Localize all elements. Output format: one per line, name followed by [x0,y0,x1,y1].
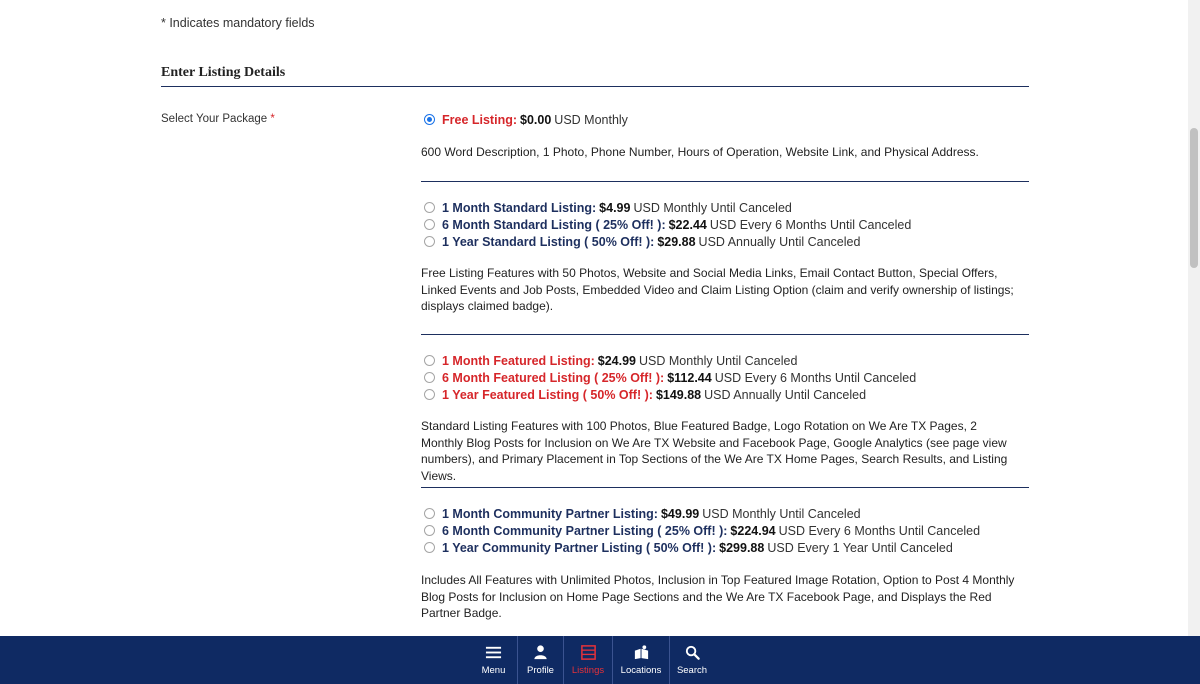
radio-standard-1m[interactable] [424,202,435,213]
option-name: 1 Month Community Partner Listing: [442,506,658,521]
page-scrollbar[interactable] [1188,0,1200,636]
option-price: $149.88 [655,387,702,402]
option-name: 1 Year Featured Listing ( 50% Off! ): [442,387,653,402]
free-package-description: 600 Word Description, 1 Photo, Phone Number, Hours of Operation, Website Link, and Physical Address. [421,145,979,159]
radio-community-1m[interactable] [424,508,435,519]
scrollbar-thumb[interactable] [1190,128,1198,268]
option-term: USD Every 6 Months Until Canceled [778,523,981,538]
community-package-group [421,505,980,556]
group-divider [421,487,1029,488]
option-price: $24.99 [597,353,637,368]
bottom-nav-bar [0,636,1200,684]
radio-community-1y[interactable] [424,542,435,553]
package-option-community-1y[interactable] [421,539,980,556]
package-option-standard-1m[interactable] [421,199,911,216]
radio-community-6m[interactable] [424,525,435,536]
mandatory-note: * Indicates mandatory fields [161,16,315,30]
map-icon [633,644,650,661]
community-package-description: Includes All Features with Unlimited Photos, Inclusion in Top Featured Image Rotation, Option to Post 4 Monthly Blog Posts for Inclusion on Home Page Sections and the We Are TX Facebook Page, and Displays the Red Partner Badge. [421,573,1015,620]
nav-listings[interactable] [563,636,612,684]
nav-label: Search [676,665,708,676]
radio-featured-6m[interactable] [424,372,435,383]
group-divider [421,334,1029,335]
nav-label: Locations [620,665,662,676]
package-option-standard-1y[interactable] [421,233,911,250]
nav-profile[interactable] [517,636,563,684]
option-term: USD Every 6 Months Until Canceled [714,370,917,385]
option-name: 1 Year Community Partner Listing ( 50% Off! ): [442,540,717,555]
option-price: $299.88 [719,540,765,555]
nav-label: Menu [481,665,506,676]
package-field-label [161,113,275,125]
radio-standard-1y[interactable] [424,236,435,247]
option-name: Free Listing: [442,112,518,127]
package-option-featured-1m[interactable] [421,352,916,369]
option-term: USD Every 1 Year Until Canceled [767,540,953,555]
package-option-standard-6m[interactable] [421,216,911,233]
featured-package-group [421,352,916,403]
option-price: $29.88 [657,234,696,249]
nav-menu[interactable] [470,636,517,684]
option-name: 6 Month Standard Listing ( 25% Off! ): [442,217,666,232]
option-name: 1 Month Standard Listing: [442,200,597,215]
list-icon [580,644,597,661]
option-price: $22.44 [668,217,707,232]
option-term: USD Monthly [554,112,628,127]
option-price: $112.44 [667,370,712,385]
user-icon [532,644,549,661]
radio-free[interactable] [424,114,435,125]
section-divider [161,86,1029,87]
option-name: 6 Month Featured Listing ( 25% Off! ): [442,370,665,385]
bottom-nav-items [470,636,714,684]
group-divider [421,181,1029,182]
section-title: Enter Listing Details [161,65,286,80]
free-package-group [421,111,628,128]
featured-package-description: Standard Listing Features with 100 Photos, Blue Featured Badge, Logo Rotation on We Are TX Pages, 2 Monthly Blog Posts for Inclusion on We Are TX Website and Facebook Page, Google Analytics (see page view numbers), and Primary Placement in Top Sections of the We Are TX Home Pages, Search Results, and Listing Views. [421,419,1008,483]
package-option-community-1m[interactable] [421,505,980,522]
radio-standard-6m[interactable] [424,219,435,230]
option-price: $4.99 [599,200,631,215]
standard-package-group [421,199,911,250]
package-option-featured-6m[interactable] [421,369,916,386]
nav-search[interactable] [669,636,714,684]
radio-featured-1y[interactable] [424,389,435,400]
package-option-community-6m[interactable] [421,522,980,539]
standard-package-description: Free Listing Features with 50 Photos, Website and Social Media Links, Email Contact Button, Special Offers, Linked Events and Job Posts, Embedded Video and Claim Listing Option (claim and verify ownership of listings; displays claimed badge). [421,266,1014,313]
option-term: USD Monthly Until Canceled [702,506,861,521]
radio-featured-1m[interactable] [424,355,435,366]
option-name: 1 Month Featured Listing: [442,353,595,368]
hamburger-icon [485,644,502,661]
option-term: USD Annually Until Canceled [698,234,861,249]
search-icon [684,644,701,661]
option-term: USD Monthly Until Canceled [639,353,798,368]
option-price: $49.99 [660,506,700,521]
option-name: 6 Month Community Partner Listing ( 25% Off! ): [442,523,728,538]
option-term: USD Every 6 Months Until Canceled [709,217,912,232]
nav-locations[interactable] [612,636,669,684]
option-price: $0.00 [520,112,552,127]
nav-label: Profile [527,665,554,676]
required-mark: * [270,113,275,125]
package-label-text: Select Your Package [161,113,268,125]
option-term: USD Monthly Until Canceled [633,200,792,215]
nav-label: Listings [571,665,605,676]
package-option-featured-1y[interactable] [421,386,916,403]
option-term: USD Annually Until Canceled [704,387,867,402]
option-name: 1 Year Standard Listing ( 50% Off! ): [442,234,655,249]
option-price: $224.94 [730,523,776,538]
package-option-free[interactable] [421,111,628,128]
